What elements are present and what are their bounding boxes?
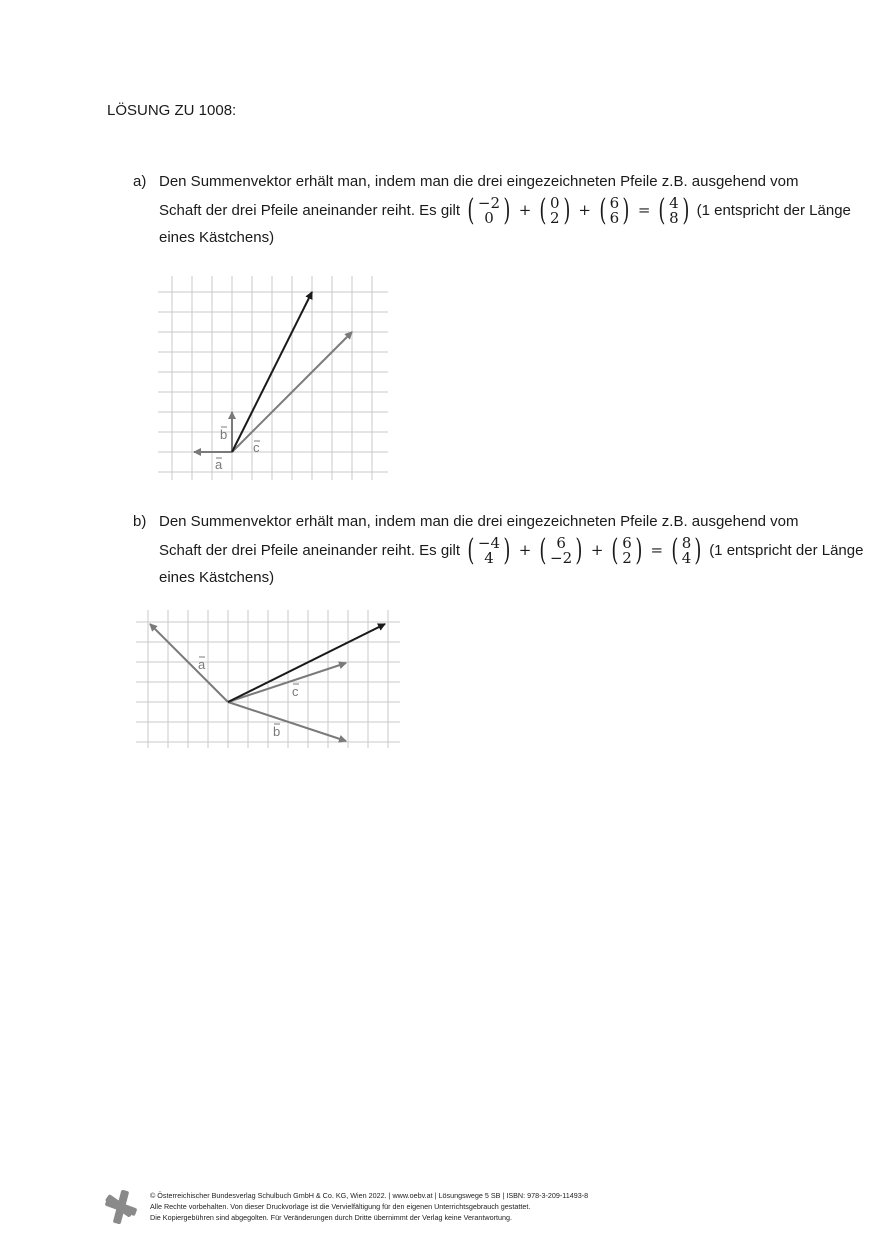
part-a-line2: Schaft der drei Pfeile aneinander reiht. Es gilt ( −2 0 ) + ( 0 2 ) + ( 6 6 ) = ( 4 8 ) (1 entspricht der Länge: [159, 193, 851, 229]
vector-c: ( 6 6 ): [599, 193, 630, 229]
grid-lines-a: [158, 276, 388, 480]
vector-c: ( 6 2 ): [611, 533, 643, 569]
part-a-line1: Den Summenvektor erhält man, indem man die drei eingezeichneten Pfeile z.B. ausgehend vom: [159, 173, 799, 190]
copyright-footer: © Österreichischer Bundesverlag Schulbuch GmbH & Co. KG, Wien 2022. | www.oebv.at | Lösungswege 5 SB | ISBN: 978-3-209-11493-8 Alle Rechte vorbehalten. Von dieser Druckvorlage ist die Vervielfältigung für den eigenen Unterrichtsgebrauch gestattet. Die Kopiergebühren sind abgegolten. Für Veränderungen durch Dritte übernimmt der Verlag keine Verantwortung.: [150, 1191, 589, 1222]
label-a: a: [198, 657, 206, 672]
vector-b: ( 0 2 ): [539, 193, 570, 229]
label-c: c: [253, 440, 260, 455]
vector-a: ( −4 4 ): [467, 533, 511, 569]
label-a: a: [215, 457, 223, 472]
vector-diagram-a: [158, 276, 388, 480]
publisher-logo-icon: [105, 1190, 137, 1224]
label-b: b: [220, 427, 228, 442]
part-b-line2: Schaft der drei Pfeile aneinander reiht. Es gilt ( −4 4 ) + ( 6 −2 ) + ( 6 2 ) = ( 8 4 ) (1 entspricht der Länge: [159, 533, 864, 569]
part-b-label: b): [133, 513, 147, 530]
arrow-a: [150, 624, 228, 702]
vector-sum: ( 4 8 ): [658, 193, 690, 229]
part-a-label: a): [133, 173, 147, 190]
vector-b: ( 6 −2 ): [539, 533, 583, 569]
vector-sum: ( 8 4 ): [671, 533, 702, 569]
vector-a: ( −2 0 ): [467, 193, 511, 229]
label-b: b: [273, 724, 281, 739]
part-b-line3: eines Kästchens): [159, 569, 275, 586]
vector-diagram-b: [136, 610, 400, 748]
solution-heading: LÖSUNG ZU 1008:: [107, 102, 237, 119]
label-c: c: [292, 684, 299, 699]
arrow-sum: [228, 624, 385, 702]
grid-lines-b: [136, 610, 400, 748]
part-b-line1: Den Summenvektor erhält man, indem man die drei eingezeichneten Pfeile z.B. ausgehend vom: [159, 513, 799, 530]
part-a-line3: eines Kästchens): [159, 229, 275, 246]
